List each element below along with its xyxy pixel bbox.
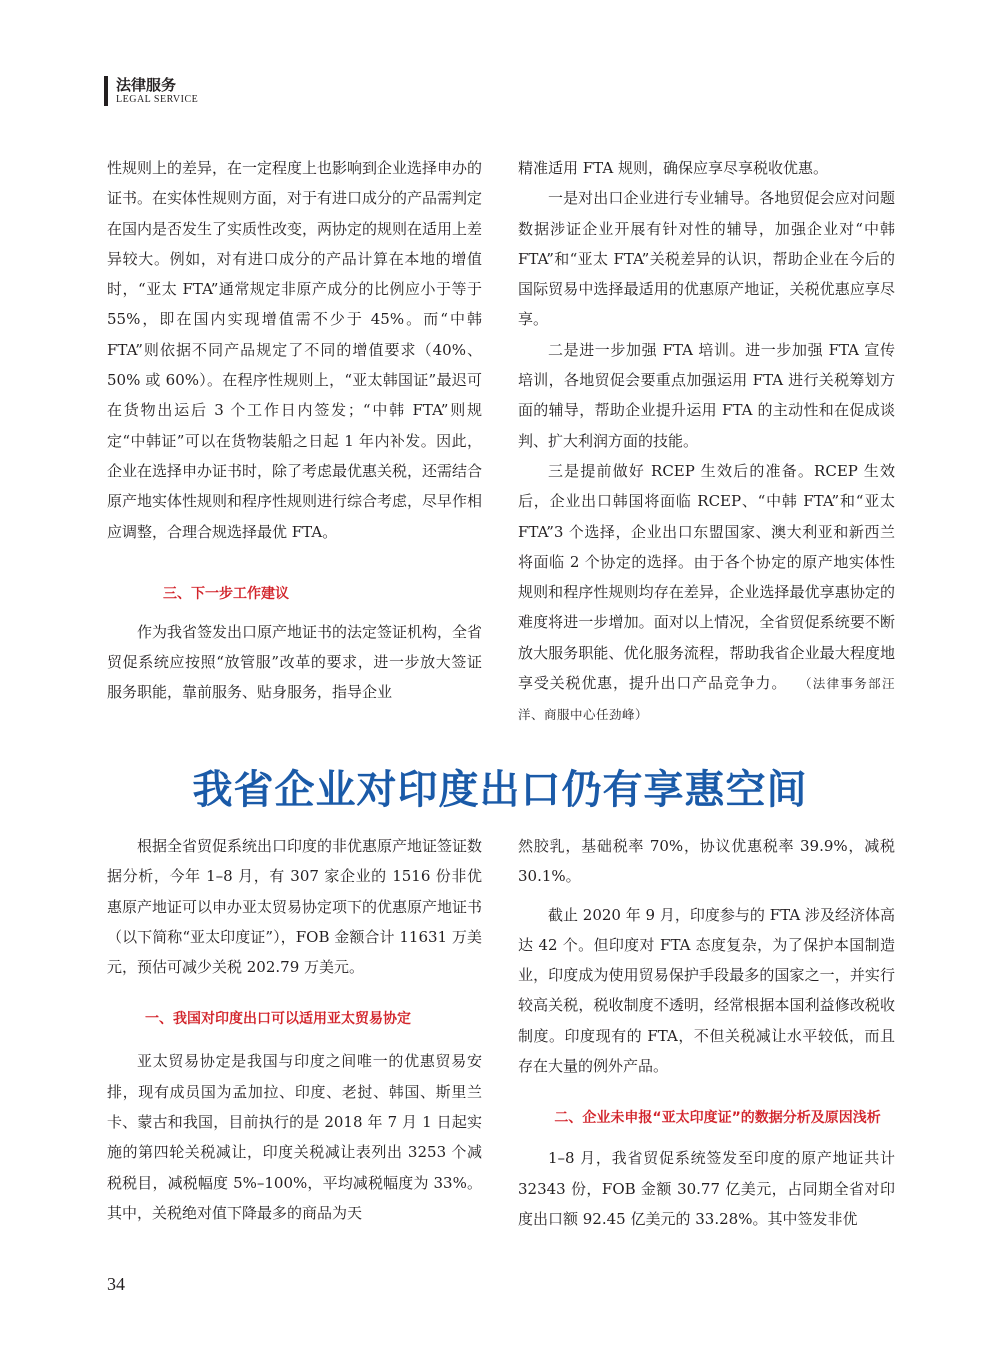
section-title-cn: 法律服务	[116, 76, 177, 94]
paragraph	[518, 456, 895, 731]
article1-column-right	[518, 153, 895, 731]
paragraph: 性规则上的差异，在一定程度上也影响到企业选择申办的证书。在实体性规则方面，对于有进口成分的产品需判定在国内是否发生了实质性改变，两协定的规则在适用上差异较大。例如，对有进口成分的产品计算在本地的增值时，“亚太 FTA”通常规定非原产成分的比例应小于等于 55%，即在国内实现增值需不少于 45%。而“中韩 FTA”则依据不同产品规定了不同的增值要求（40%、50% 或 60%）。在程序性规则上，“亚太韩国证”最迟可在货物出运后 3 个工作日内签发；“中韩 FTA”则规定“中韩证”可以在货物装船之日起 1 年内补发。因此，企业在选择申办证书时，除了考虑最优惠关税，还需结合原产地实体性规则和程序性规则进行综合考虑，尽早作相应调整，合理合规选择最优 FTA。	[107, 159, 483, 541]
paragraph: 然胶乳，基础税率 70%，协议优惠税率 39.9%，减税 30.1%。	[518, 837, 895, 886]
paragraph: 截止 2020 年 9 月，印度参与的 FTA 涉及经济体高达 42 个。但印度对 FTA 态度复杂，为了保护本国制造业，印度成为使用贸易保护手段最多的国家之一，并实行较高关税，税收制度不透明，经常根据本国利益修改税收制度。印度现有的 FTA，不但关税减让水平较低，而且存在大量的例外产品。	[518, 905, 895, 1076]
header-accent-bar	[104, 76, 108, 106]
paragraph: 作为我省签发出口原产地证书的法定签证机构，全省贸促系统应按照“放管服”改革的要求，进一步放大签证服务职能，靠前服务、贴身服务，指导企业	[107, 622, 483, 702]
paragraph-text: 三是提前做好 RCEP 生效后的准备。RCEP 生效后，企业出口韩国将面临 RCEP、“中韩 FTA”和“亚太 FTA”3 个选择，企业出口东盟国家、澳大利亚和新西兰将面临 2 个协定的选择。由于各个协定的原产地实体性规则和程序性规则均存在差异，企业选择最优享惠协定的难度将进一步增加。面对以上情况，全省贸促系统要不断放大服务职能、优化服务流程，帮助我省企业最大程度地享受关税优惠，提升出口产品竞争力。	[518, 461, 895, 693]
paragraph: 精准适用 FTA 规则，确保应享尽享税收优惠。	[518, 159, 828, 177]
article2-column-left	[107, 831, 482, 1228]
paragraph: 二是进一步加强 FTA 培训。进一步加强 FTA 宣传培训，各地贸促会要重点加强运用 FTA 进行关税筹划方面的辅导，帮助企业提升运用 FTA 的主动性和在促成谈判、扩大利润方面的技能。	[518, 340, 895, 450]
article1-column-left	[107, 153, 482, 708]
page-number: 34	[107, 1274, 125, 1294]
article-title: 我省企业对印度出口仍有享惠空间	[192, 766, 808, 813]
section-heading: 三、下一步工作建议	[163, 585, 289, 602]
paragraph: 亚太贸易协定是我国与印度之间唯一的优惠贸易安排，现有成员国为孟加拉、印度、老挝、韩国、斯里兰卡、蒙古和我国，目前执行的是 2018 年 7 月 1 日起实施的第四轮关税减让，印度关税减让表列出 3253 个减税税目，减税幅度 5%–100%，平均减税幅度为 33%。其中，关税绝对值下降最多的商品为天	[107, 1052, 482, 1222]
paragraph: 1–8 月，我省贸促系统签发至印度的原产地证共计 32343 份，FOB 金额 30.77 亿美元，占同期全省对印度出口额 92.45 亿美元的 33.28%。其中签发非优	[518, 1149, 895, 1228]
paragraph: 一是对出口企业进行专业辅导。各地贸促会应对问题数据涉证企业开展有针对性的辅导，加强企业对“中韩 FTA”和“亚太 FTA”关税差异的认识，帮助企业在今后的国际贸易中选择最适用的优惠原产地证，关税优惠应享尽享。	[518, 189, 895, 329]
author-byline: （法律事务部汪洋、商服中心任劲峰）	[518, 676, 895, 723]
section-heading: 二、企业未申报“亚太印度证”的数据分析及原因浅析	[554, 1110, 881, 1127]
paragraph: 根据全省贸促系统出口印度的非优惠原产地证签证数据分析，今年 1–8 月，有 307 家企业的 1516 份非优惠原产地证可以申办亚太贸易协定项下的优惠原产地证书（以下简称“亚太印度证”），FOB 金额合计 11631 万美元，预估可减少关税 202.79 万美元。	[107, 837, 483, 977]
section-heading: 一、我国对印度出口可以适用亚太贸易协定	[145, 1011, 411, 1028]
article2-column-right	[518, 831, 895, 1234]
section-title-en: LEGAL SERVICE	[116, 94, 199, 105]
